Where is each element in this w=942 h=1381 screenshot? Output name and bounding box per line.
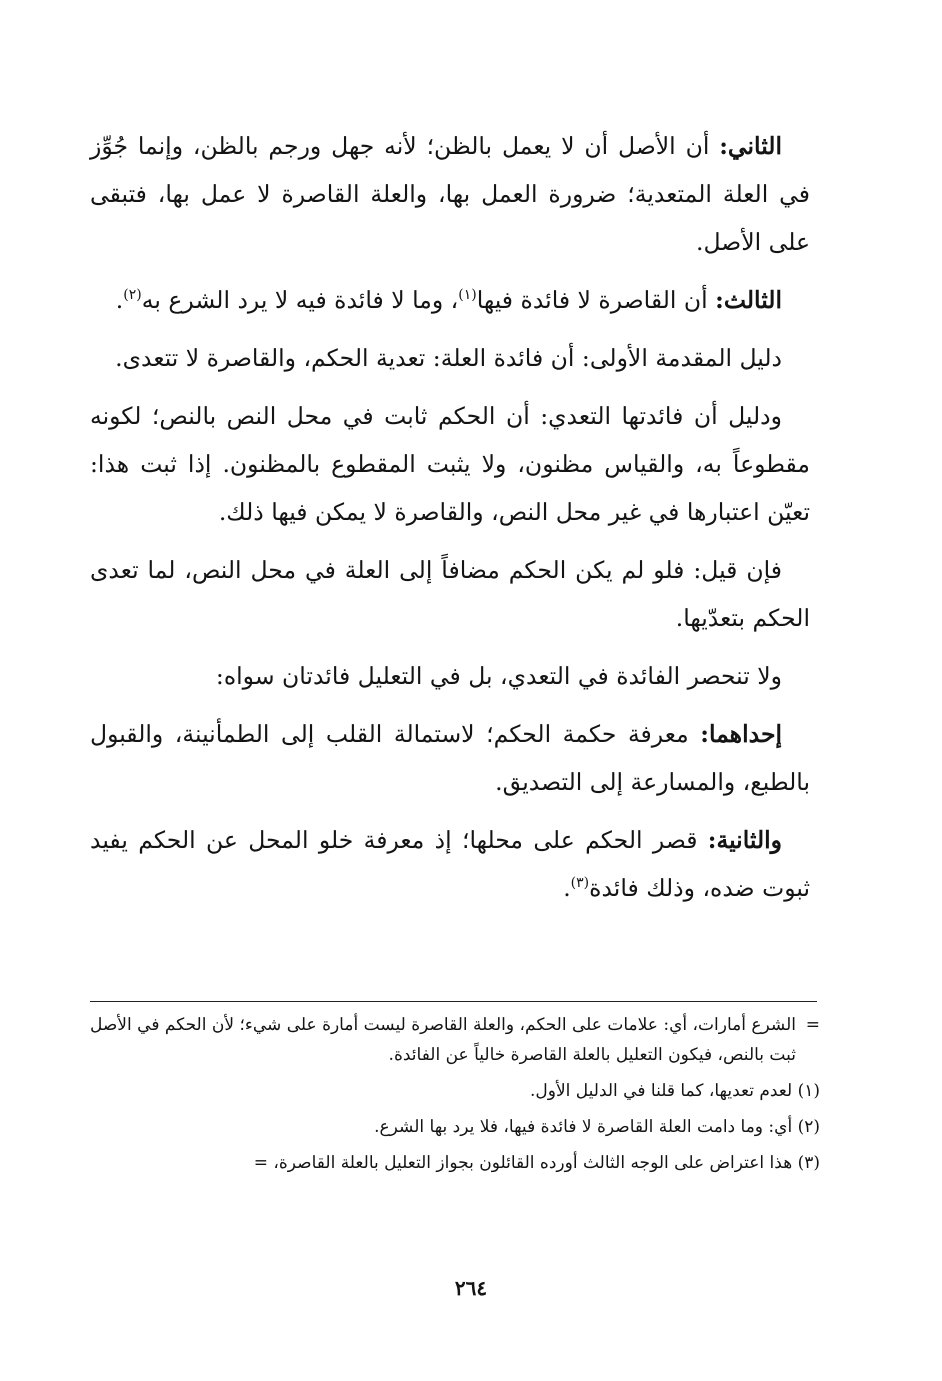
paragraph-lead: إحداهما: — [700, 720, 782, 748]
footnote-2: (٢) أي: وما دامت العلة القاصرة لا فائدة فيها، فلا يرد بها الشرع. — [374, 1117, 820, 1137]
paragraph-text: أن الأصل أن لا يعمل بالظن؛ لأنه جهل ورجم بالظن، وإنما جُوِّز في العلة المتعدية؛ ضرورة العمل بها، والعلة القاصرة لا عمل بها، فتبقى على الأصل. — [90, 132, 810, 256]
footnote-ref-1: (١) — [458, 287, 477, 304]
page-number: ٢٦٤ — [454, 1276, 488, 1300]
paragraph-text: ولا تنحصر الفائدة في التعدي، بل في التعليل فائدتان سواه: — [215, 662, 782, 690]
footnote-ref-2: (٢) — [123, 287, 142, 304]
continuation-mark: = — [805, 1015, 820, 1035]
paragraph-lead: الثالث: — [715, 286, 782, 314]
footnotes — [90, 1010, 820, 1184]
footnote-text: الشرع أمارات، أي: علامات على الحكم، والعلة القاصرة ليست أمارة على شيء؛ لأن الحكم في الأصل ثبت بالنص، فيكون التعليل بالعلة القاصرة خالياً عن الفائدة. — [90, 1015, 796, 1065]
paragraph-4 — [90, 392, 810, 536]
paragraph-7 — [90, 710, 810, 806]
footnote-divider — [90, 1001, 817, 1002]
footnote-1: (١) لعدم تعديها، كما قلنا في الدليل الأول. — [529, 1081, 820, 1101]
paragraph-5 — [90, 546, 810, 642]
paragraph-3 — [90, 334, 810, 382]
paragraph-1 — [90, 122, 810, 266]
paragraph-text: معرفة حكمة الحكم؛ لاستمالة القلب إلى الطمأنينة، والقبول بالطبع، والمسارعة إلى التصديق. — [90, 720, 810, 796]
paragraph-8 — [90, 816, 810, 912]
paragraph-text: ودليل أن فائدتها التعدي: أن الحكم ثابت في محل النص بالنص؛ لكونه مقطوعاً به، والقياس مظنون، ولا يثبت المقطوع بالمظنون. إذا ثبت هذا: تعيّن اعتبارها في غير محل النص، والقاصرة لا يمكن فيها ذلك. — [90, 402, 810, 526]
footnote-continuation — [90, 1010, 820, 1070]
footnote-ref-3: (٣) — [570, 875, 590, 892]
paragraph-lead: الثاني: — [719, 132, 782, 160]
paragraph-text: دليل المقدمة الأولى: أن فائدة العلة: تعدية الحكم، والقاصرة لا تتعدى. — [115, 344, 782, 372]
paragraph-text: فإن قيل: فلو لم يكن الحكم مضافاً إلى العلة في محل النص، لما تعدى الحكم بتعدّيها. — [90, 556, 810, 632]
paragraph-2 — [90, 276, 810, 324]
paragraph-text-tail: . — [563, 874, 571, 902]
paragraph-text-tail: ، وما لا فائدة فيه لا يرد الشرع به — [141, 286, 459, 314]
paragraph-text-tail: . — [115, 286, 124, 314]
main-text — [90, 122, 810, 922]
paragraph-lead: والثانية: — [707, 826, 782, 854]
footnote-3: (٣) هذا اعتراض على الوجه الثالث أورده القائلون بجواز التعليل بالعلة القاصرة، = — [253, 1153, 820, 1173]
paragraph-6 — [90, 652, 810, 700]
paragraph-text: أن القاصرة لا فائدة فيها — [476, 286, 716, 314]
paragraph-text: قصر الحكم على محلها؛ إذ معرفة خلو المحل عن الحكم يفيد ثبوت ضده، وذلك فائدة — [90, 826, 810, 902]
